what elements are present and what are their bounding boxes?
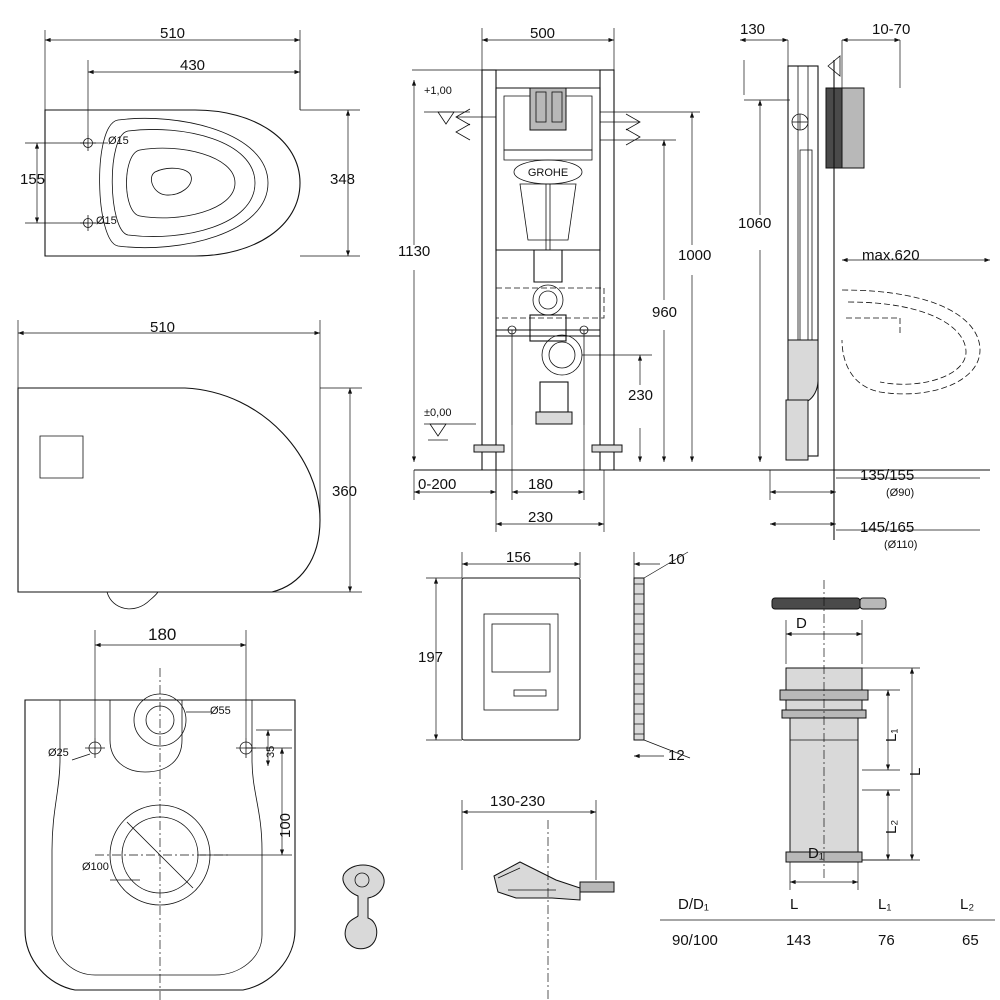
dim-frame-960: 960	[652, 304, 678, 321]
table-header-l2: L₂	[960, 896, 975, 913]
level-plus-1: +1,00	[424, 85, 452, 97]
dim-wc-bottom-35: 35	[265, 745, 277, 758]
table-value-d-d1: 90/100	[672, 932, 718, 949]
dim-frame-230-base: 230	[528, 509, 554, 526]
table-header-d-d1: D/D₁	[678, 896, 709, 913]
dim-wc-bottom-100: 100	[277, 812, 294, 838]
dim-wc-bottom-180: 180	[148, 625, 177, 644]
dim-side-1060: 1060	[738, 215, 772, 232]
dim-wc-top-155: 155	[20, 171, 46, 188]
dim-plate-12: 12	[668, 747, 685, 764]
dim-bracket-130-230: 130-230	[490, 793, 546, 810]
dim-wc-top-348: 348	[330, 171, 356, 188]
dim-frame-500: 500	[530, 25, 556, 42]
table-header-l: L	[790, 896, 799, 913]
outlet-d90: (Ø90)	[886, 487, 915, 499]
dim-wc-side-360: 360	[332, 483, 358, 500]
dim-frame-1130: 1130	[398, 243, 431, 260]
outlet-d110: (Ø110)	[884, 539, 918, 551]
wc-bottom-view	[25, 630, 295, 1000]
dim-side-130: 130	[740, 21, 766, 38]
wall-bracket-view	[462, 800, 614, 1000]
valve-part-view	[343, 865, 384, 949]
dim-frame-180: 180	[528, 476, 554, 493]
frame-front-view	[412, 25, 770, 532]
dim-frame-0-200: 0-200	[418, 476, 457, 493]
dim-connector-D: D	[796, 615, 807, 632]
dim-side-max620: max.620	[862, 247, 920, 264]
dim-connector-D1: D₁	[808, 845, 824, 862]
dim-connector-L: L	[907, 767, 924, 776]
level-zero: ±0,00	[424, 407, 452, 419]
dim-wc-top-510: 510	[160, 25, 186, 42]
dim-frame-230-outlet: 230	[628, 387, 654, 404]
dim-connector-L2: L₂	[883, 819, 900, 834]
table-value-l: 143	[786, 932, 812, 949]
wc-side-view	[18, 320, 362, 609]
dim-plate-156: 156	[506, 549, 532, 566]
dim-side-10-70: 10-70	[872, 21, 911, 38]
dim-plate-197: 197	[418, 649, 444, 666]
frame-side-view	[740, 40, 990, 540]
dim-connector-L1: L₁	[883, 728, 900, 742]
table-header-l1: L₁	[878, 896, 892, 913]
bore-d100: Ø100	[82, 861, 109, 873]
outlet-135-155: 135/155	[860, 467, 915, 484]
dim-wc-top-430: 430	[180, 57, 206, 74]
bore-d55: Ø55	[210, 705, 231, 717]
hole-d15-lower: Ø15	[96, 215, 117, 227]
flush-plate-view	[426, 549, 690, 758]
hole-d15-upper: Ø15	[108, 135, 129, 147]
bore-d25: Ø25	[48, 747, 69, 759]
dim-plate-10: 10	[668, 551, 685, 568]
dim-wc-side-510: 510	[150, 319, 176, 336]
table-value-l2: 65	[962, 932, 979, 949]
dim-frame-1000: 1000	[678, 247, 712, 264]
table-value-l1: 76	[878, 932, 895, 949]
svg-text:GROHE: GROHE	[527, 167, 569, 179]
outlet-145-165: 145/165	[860, 519, 915, 536]
